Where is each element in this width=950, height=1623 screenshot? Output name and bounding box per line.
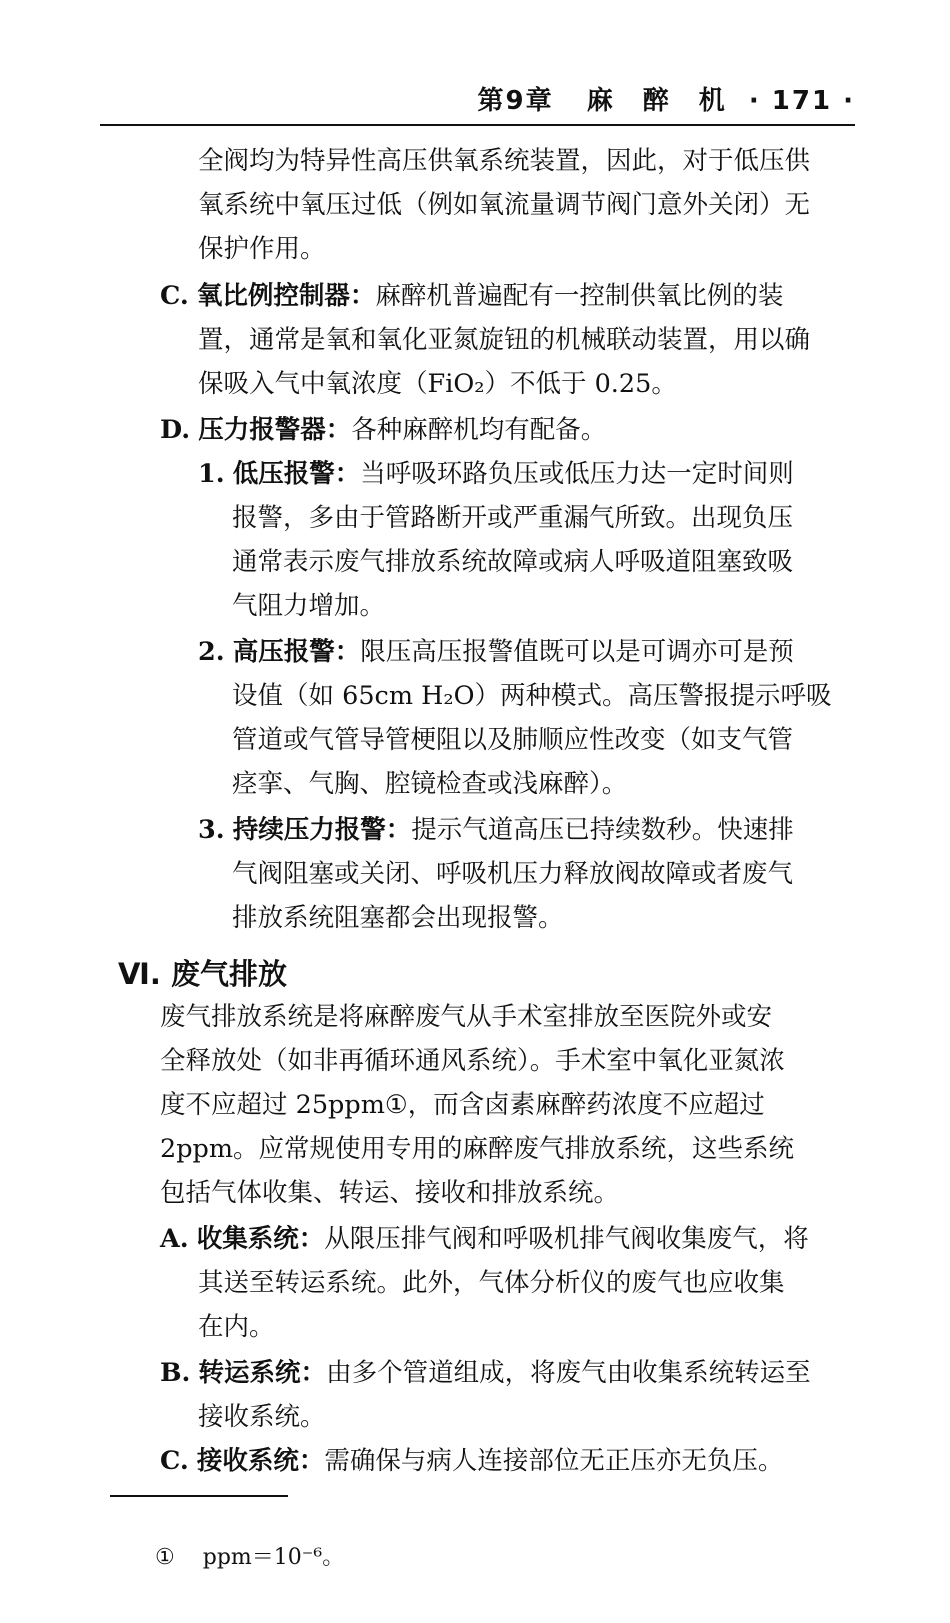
item-title: 接收系统： (196, 1446, 325, 1476)
item-title: 低压报警： (232, 459, 361, 489)
item-marker: C. (160, 1446, 189, 1476)
page-number: · 171 · (748, 86, 855, 116)
item-text: 当呼吸环路负压或低压力达一定时间则 (360, 459, 794, 489)
item-line: 其送至转运系统。此外，气体分析仪的废气也应收集 (198, 1268, 785, 1298)
chapter-title: 麻 醉 机 (586, 86, 727, 116)
section-heading (118, 952, 287, 993)
item-title: 收集系统： (196, 1224, 325, 1254)
intro-line: 度不应超过 25ppm①，而含卤素麻醉药浓度不应超过 (160, 1090, 765, 1120)
item-text: 麻醉机普遍配有一控制供氧比例的装 (375, 281, 784, 311)
section-number: Ⅵ. (118, 957, 161, 991)
footnote-text: ppm＝10⁻⁶。 (202, 1545, 345, 1570)
footnote-rule (110, 1495, 288, 1497)
item-line: 报警，多由于管路断开或严重漏气所致。出现负压 (232, 503, 794, 533)
item-a (160, 1224, 809, 1254)
item-text: 提示气道高压已持续数秒。快速排 (411, 815, 794, 845)
header-rule (100, 124, 855, 126)
item-line: 接收系统。 (198, 1402, 326, 1432)
item-title: 转运系统： (198, 1358, 327, 1388)
item-title: 高压报警： (232, 637, 361, 667)
item-text: 由多个管道组成，将废气由收集系统转运至 (326, 1358, 811, 1388)
item-title: 氧比例控制器： (196, 281, 376, 311)
item-line: 在内。 (198, 1312, 275, 1342)
item-line: 通常表示废气排放系统故障或病人呼吸道阻塞致吸 (232, 547, 794, 577)
item-marker: 1. (198, 459, 225, 489)
para-line: 氧系统中氧压过低（例如氧流量调节阀门意外关闭）无 (198, 190, 811, 220)
item-text: 需确保与病人连接部位无正压亦无负压。 (324, 1446, 784, 1476)
chapter-number: 第9章 (477, 86, 554, 116)
item-text: 各种麻醉机均有配备。 (351, 415, 607, 445)
item-line: 气阻力增加。 (232, 591, 386, 621)
item-marker: C. (160, 281, 189, 311)
item-marker: 3. (198, 815, 225, 845)
footnote (155, 1540, 344, 1571)
intro-line: 全释放处（如非再循环通风系统）。手术室中氧化亚氮浓 (160, 1046, 785, 1076)
item-c-receiving (160, 1446, 784, 1476)
item-title: 压力报警器： (198, 415, 352, 445)
intro-line: 2ppm。应常规使用专用的麻醉废气排放系统，这些系统 (160, 1134, 795, 1164)
item-c (160, 281, 784, 311)
item-title: 持续压力报警： (232, 815, 412, 845)
subitem-1 (198, 459, 794, 489)
subitem-2 (198, 637, 794, 667)
footnote-marker: ① (155, 1545, 175, 1570)
para-line: 保护作用。 (198, 234, 326, 264)
intro-line: 包括气体收集、转运、接收和排放系统。 (160, 1178, 620, 1208)
subitem-3 (198, 815, 794, 845)
item-line: 排放系统阻塞都会出现报警。 (232, 903, 564, 933)
item-line: 置，通常是氧和氧化亚氮旋钮的机械联动装置，用以确 (198, 325, 811, 355)
item-d (160, 415, 607, 445)
intro-line: 废气排放系统是将麻醉废气从手术室排放至医院外或安 (160, 1002, 773, 1032)
section-title: 废气排放 (171, 957, 288, 991)
item-marker: A. (160, 1224, 189, 1254)
item-b (160, 1358, 811, 1388)
item-line: 痉挛、气胸、腔镜检查或浅麻醉）。 (232, 769, 628, 799)
item-line: 保吸入气中氧浓度（FiO₂）不低于 0.25。 (198, 369, 677, 399)
item-line: 设值（如 65cm H₂O）两种模式。高压警报提示呼吸 (232, 681, 832, 711)
item-text: 从限压排气阀和呼吸机排气阀收集废气，将 (324, 1224, 809, 1254)
item-line: 管道或气管导管梗阻以及肺顺应性改变（如支气管 (232, 725, 794, 755)
running-header (100, 80, 855, 117)
item-marker: D. (160, 415, 191, 445)
item-text: 限压高压报警值既可以是可调亦可是预 (360, 637, 794, 667)
item-line: 气阀阻塞或关闭、呼吸机压力释放阀故障或者废气 (232, 859, 794, 889)
para-line: 全阀均为特异性高压供氧系统装置，因此，对于低压供 (198, 146, 811, 176)
item-marker: B. (160, 1358, 191, 1388)
item-marker: 2. (198, 637, 225, 667)
